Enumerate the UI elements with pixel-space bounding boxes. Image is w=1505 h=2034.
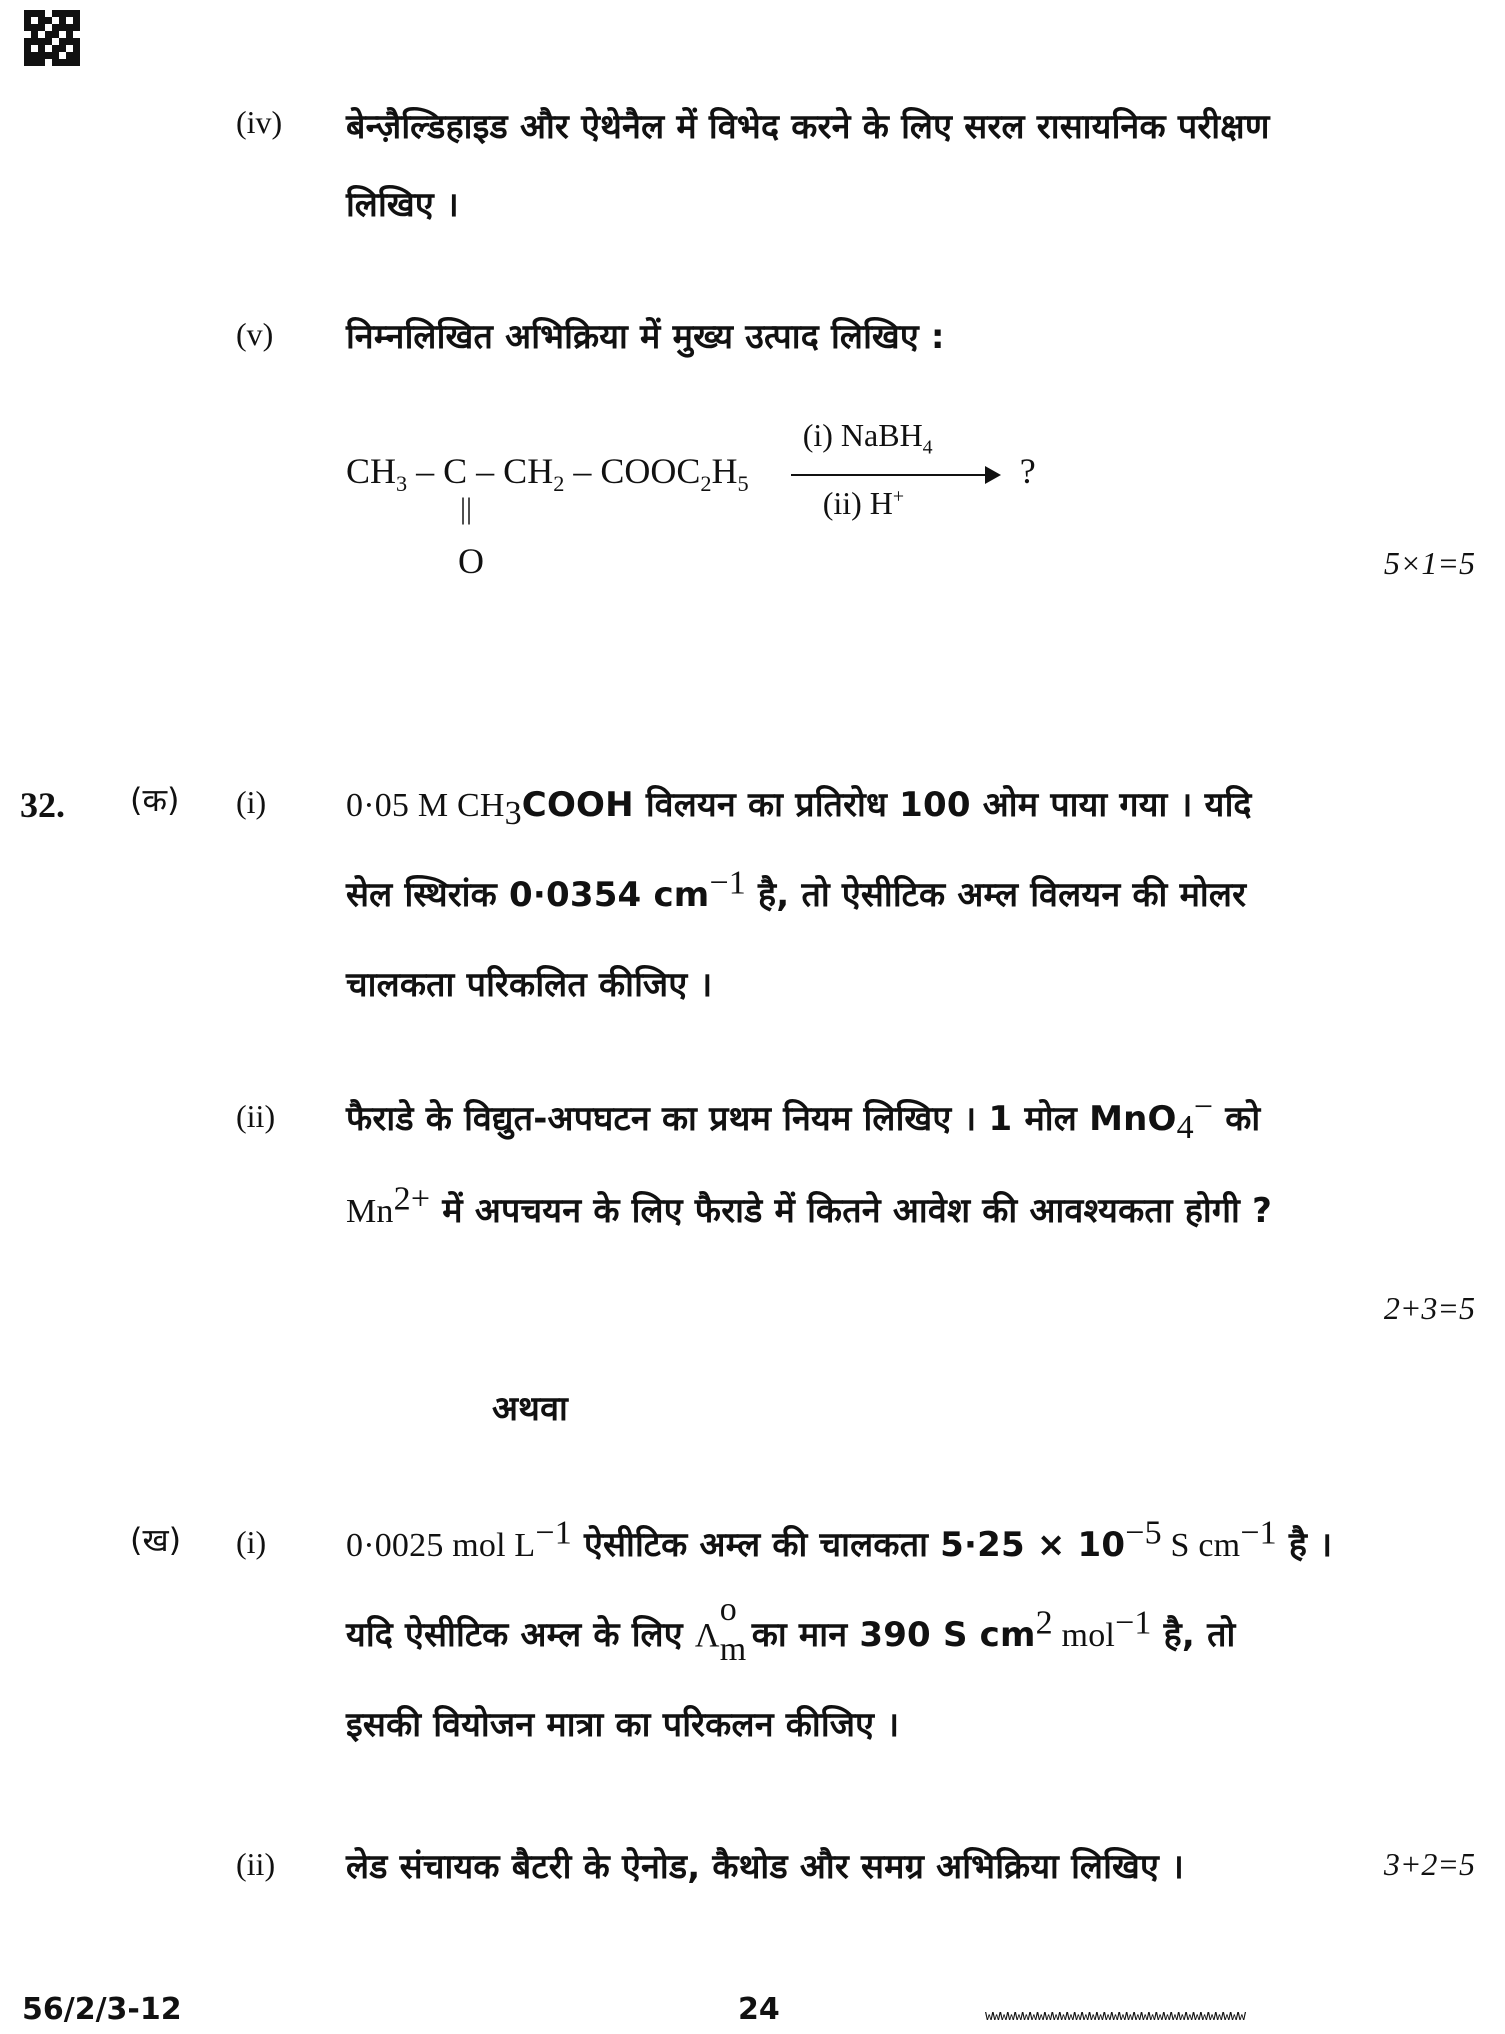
arrow-head-icon [985, 466, 1001, 484]
subquestion-label-ii: (ii) [236, 1098, 276, 1134]
question-iv-line2: लिखिए । [346, 185, 460, 225]
part-label-kha: (ख) [130, 1521, 182, 1559]
qr-code [24, 10, 80, 66]
subquestion-label-v: (v) [236, 316, 274, 352]
q32b-i-line3: इसकी वियोजन मात्रा का परिकलन कीजिए । [346, 1705, 900, 1745]
q32a-ii-line1: फैराडे के विद्युत-अपघटन का प्रथम नियम लिखिए । 1 मोल MnO$_4$− को [346, 1088, 1261, 1146]
or-label: अथवा [492, 1389, 569, 1429]
marks-q31: 5×1=5 [1383, 545, 1475, 581]
q32a-i-line2: सेल स्थिरांक 0·0354 $cm^{-1}$ है, तो ऐसीटिक अम्ल विलयन की मोलर [346, 864, 1247, 915]
subquestion-label-b-i: (i) [236, 1524, 267, 1560]
carbonyl-oxygen: O [458, 541, 484, 581]
question-v-line1: निम्नलिखित अभिक्रिया में मुख्य उत्पाद लिखिए : [346, 317, 945, 357]
question-number-32: 32. [20, 785, 65, 825]
q32b-ii-text: लेड संचायक बैटरी के ऐनोड, कैथोड और समग्र अभिक्रिया लिखिए । [346, 1847, 1185, 1887]
marks-q32a: 2+3=5 [1383, 1290, 1475, 1326]
subquestion-label-iv: (iv) [236, 104, 283, 140]
product-placeholder: ? [1019, 451, 1036, 491]
paper-code: 56/2/3-12 [22, 1992, 182, 2027]
reagent-top: (i) NaBH$_4$ [802, 416, 933, 459]
q32b-i-line2: यदि ऐसीटिक अम्ल के लिए Λ o m का मान 390 S $cm^2$ mol$^{-1}$ है, तो [346, 1591, 1236, 1668]
part-label-ka: (क) [130, 781, 180, 819]
reaction-arrow [791, 416, 1001, 521]
q32a-i-line1: 0·05 M $CH_3COOH$ विलयन का प्रतिरोध 100 ओम पाया गया । यदि [346, 785, 1252, 832]
carbonyl-double-bond: || [460, 492, 473, 525]
q32a-ii-line2: $Mn^{2+}$ में अपचयन के लिए फैराडे में कितने आवेश की आवश्यकता होगी ? [346, 1180, 1272, 1231]
lambda-symbol: Λ [694, 1617, 720, 1654]
subquestion-label-b-ii: (ii) [236, 1846, 276, 1882]
reaction-equation [346, 416, 1036, 521]
reactant-formula: $CH_3$ – C – $CH_2$ – $COOC_2H_5$ [346, 451, 749, 497]
q32a-i-line3: चालकता परिकलित कीजिए । [346, 965, 713, 1005]
page-number: 24 [738, 1992, 780, 2027]
subquestion-label-i: (i) [236, 784, 267, 820]
decorative-wavy-line: wwwwwwwwwwwwwwwwwwwwwwwwwwwwwwwwwww [985, 2008, 1246, 2024]
marks-q32b: 3+2=5 [1383, 1846, 1475, 1882]
reagent-bottom: (ii) H+ [822, 484, 905, 521]
question-iv-line1: बेन्ज़ैल्डिहाइड और ऐथेनैल में विभेद करने के लिए सरल रासायनिक परीक्षण [346, 107, 1270, 147]
q32b-i-line1: 0·0025 mol $L^{-1}$ ऐसीटिक अम्ल की चालकता $5\cdot 25 \times 10^{-5}$ S $cm^{-1}$ है । [346, 1514, 1333, 1565]
